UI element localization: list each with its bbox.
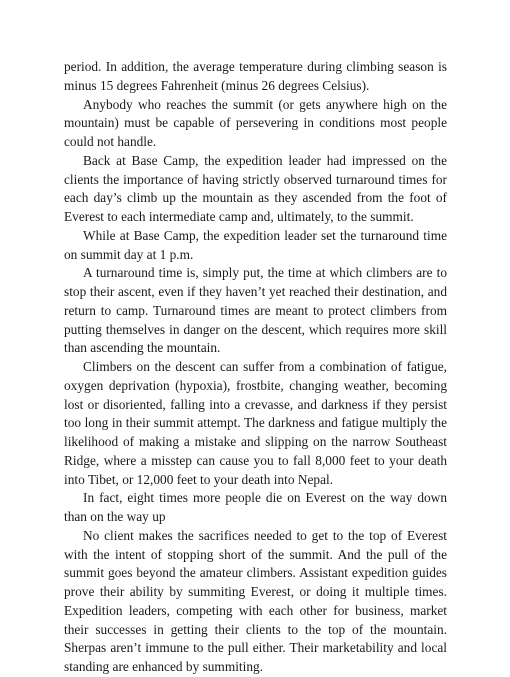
paragraph: A turnaround time is, simply put, the time at which climbers are to stop their ascent, even if they haven’t yet reached their destination, and return to camp. Turnaround times are meant to protect climbers from putting themselves in danger on the descent, which requires more skill than ascending the mountain.: [64, 265, 447, 356]
body-text: [64, 58, 447, 677]
paragraph: While at Base Camp, the expedition leader set the turnaround time on summit day at 1 p.m.: [64, 227, 447, 262]
paragraph: Climbers on the descent can suffer from a combination of fatigue, oxygen deprivation (hypoxia), frostbite, changing weather, becoming lost or disoriented, falling into a crevasse, and darkness if they persist too long in their summit attempt. The darkness and fatigue multiply the likelihood of making a mistake and slipping on the narrow Southeast Ridge, where a misstep can cause you to fall 8,000 feet to your death into Tibet, or 12,000 feet to your death into Nepal.: [64, 359, 447, 487]
paragraph: No client makes the sacrifices needed to get to the top of Everest with the intent of stopping short of the summit. And the pull of the summit goes beyond the amateur climbers. Assistant expedition guides prove their ability by summiting Everest, or doing it multiple times. Expedition leaders, competing with each other for business, market their successes in getting their clients to the top of the mountain. Sherpas aren’t immune to the pull either. Their marketability and local standing are enhanced by summiting.: [64, 527, 447, 674]
paragraph: Anybody who reaches the summit (or gets anywhere high on the mountain) must be capable of persevering in conditions most people could not handle.: [64, 96, 447, 149]
paragraph: Back at Base Camp, the expedition leader had impressed on the clients the importance of having strictly observed turnaround times for each day’s climb up the mountain as they ascended from the foot of Everest to each intermediate camp and, ultimately, to the summit.: [64, 152, 447, 224]
paragraph-continued: period. In addition, the average temperature during climbing season is minus 15 degrees Fahrenheit (minus 26 degrees Celsius).: [64, 59, 447, 93]
paragraph: In fact, eight times more people die on Everest on the way down than on the way up: [64, 490, 447, 524]
